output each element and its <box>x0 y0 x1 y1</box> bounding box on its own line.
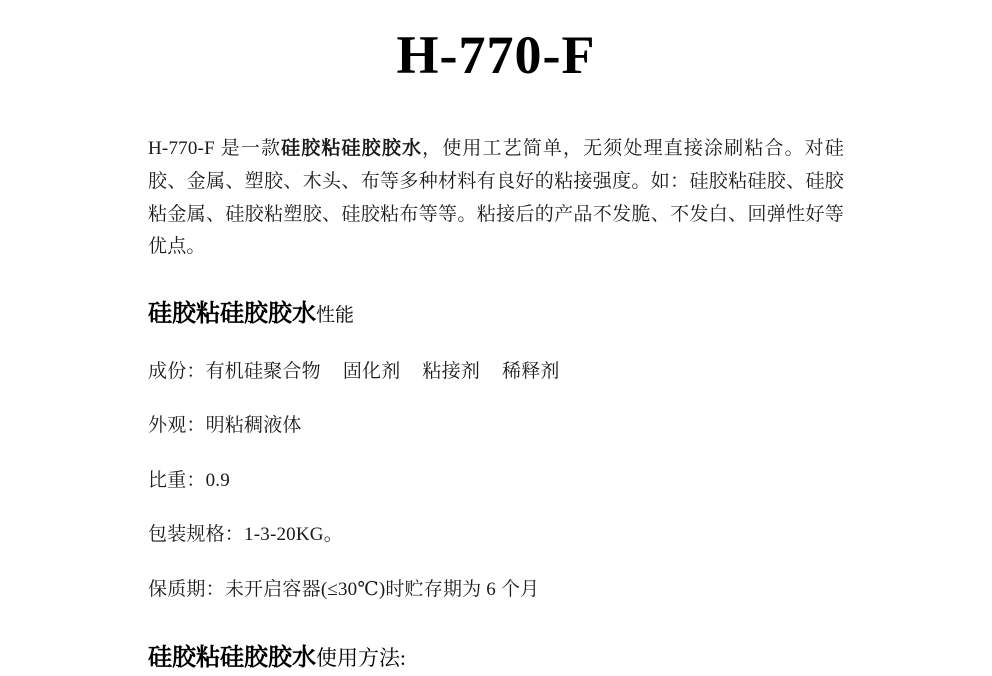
list-item <box>148 521 844 550</box>
spec-value: 明粘稠液体 <box>205 415 302 437</box>
usage-heading-light: 使用方法: <box>316 646 406 671</box>
intro-rest: ，使用工艺简单，无须处理直接涂刷粘合。对硅胶、金属、塑胶、木头、布等多种材料有良好的粘接强度。如：硅胶粘硅胶、硅胶粘金属、硅胶粘塑胶、硅胶粘布等等。粘接后的产品不发脆、不发白、回弹性好等优点。 <box>148 138 844 258</box>
list-item <box>148 412 844 441</box>
spec-value: 有机硅聚合物 <box>205 360 321 382</box>
spec-label: 包装规格： <box>148 524 245 546</box>
performance-heading-light: 性能 <box>316 305 355 327</box>
usage-heading-strong: 硅胶粘硅胶胶水 <box>148 645 316 672</box>
spec-value: 1-3-20KG。 <box>244 524 343 546</box>
usage-heading <box>148 642 844 676</box>
performance-heading <box>148 298 844 332</box>
spec-label: 成份： <box>148 360 206 382</box>
list-item <box>148 467 844 496</box>
spec-extra: 稀释剂 <box>502 360 560 382</box>
spec-label: 保质期： <box>148 578 225 600</box>
spec-list <box>148 358 844 605</box>
page-title: H-770-F <box>396 25 596 85</box>
intro-highlight: 硅胶粘硅胶胶水 <box>281 138 423 160</box>
spec-label: 外观： <box>148 415 206 437</box>
spec-value: 0.9 <box>205 469 230 491</box>
spec-extra: 固化剂 <box>342 360 401 382</box>
intro-paragraph <box>148 133 844 264</box>
spec-value: 未开启容器(≤30℃)时贮存期为 6 个月 <box>224 578 540 600</box>
performance-heading-strong: 硅胶粘硅胶胶水 <box>148 301 316 328</box>
spec-label: 比重： <box>148 469 206 491</box>
intro-lead: H-770-F 是一款 <box>148 138 282 160</box>
spec-extra: 粘接剂 <box>422 360 481 382</box>
document-body <box>0 133 992 675</box>
list-item <box>148 576 844 605</box>
list-item <box>148 358 844 387</box>
